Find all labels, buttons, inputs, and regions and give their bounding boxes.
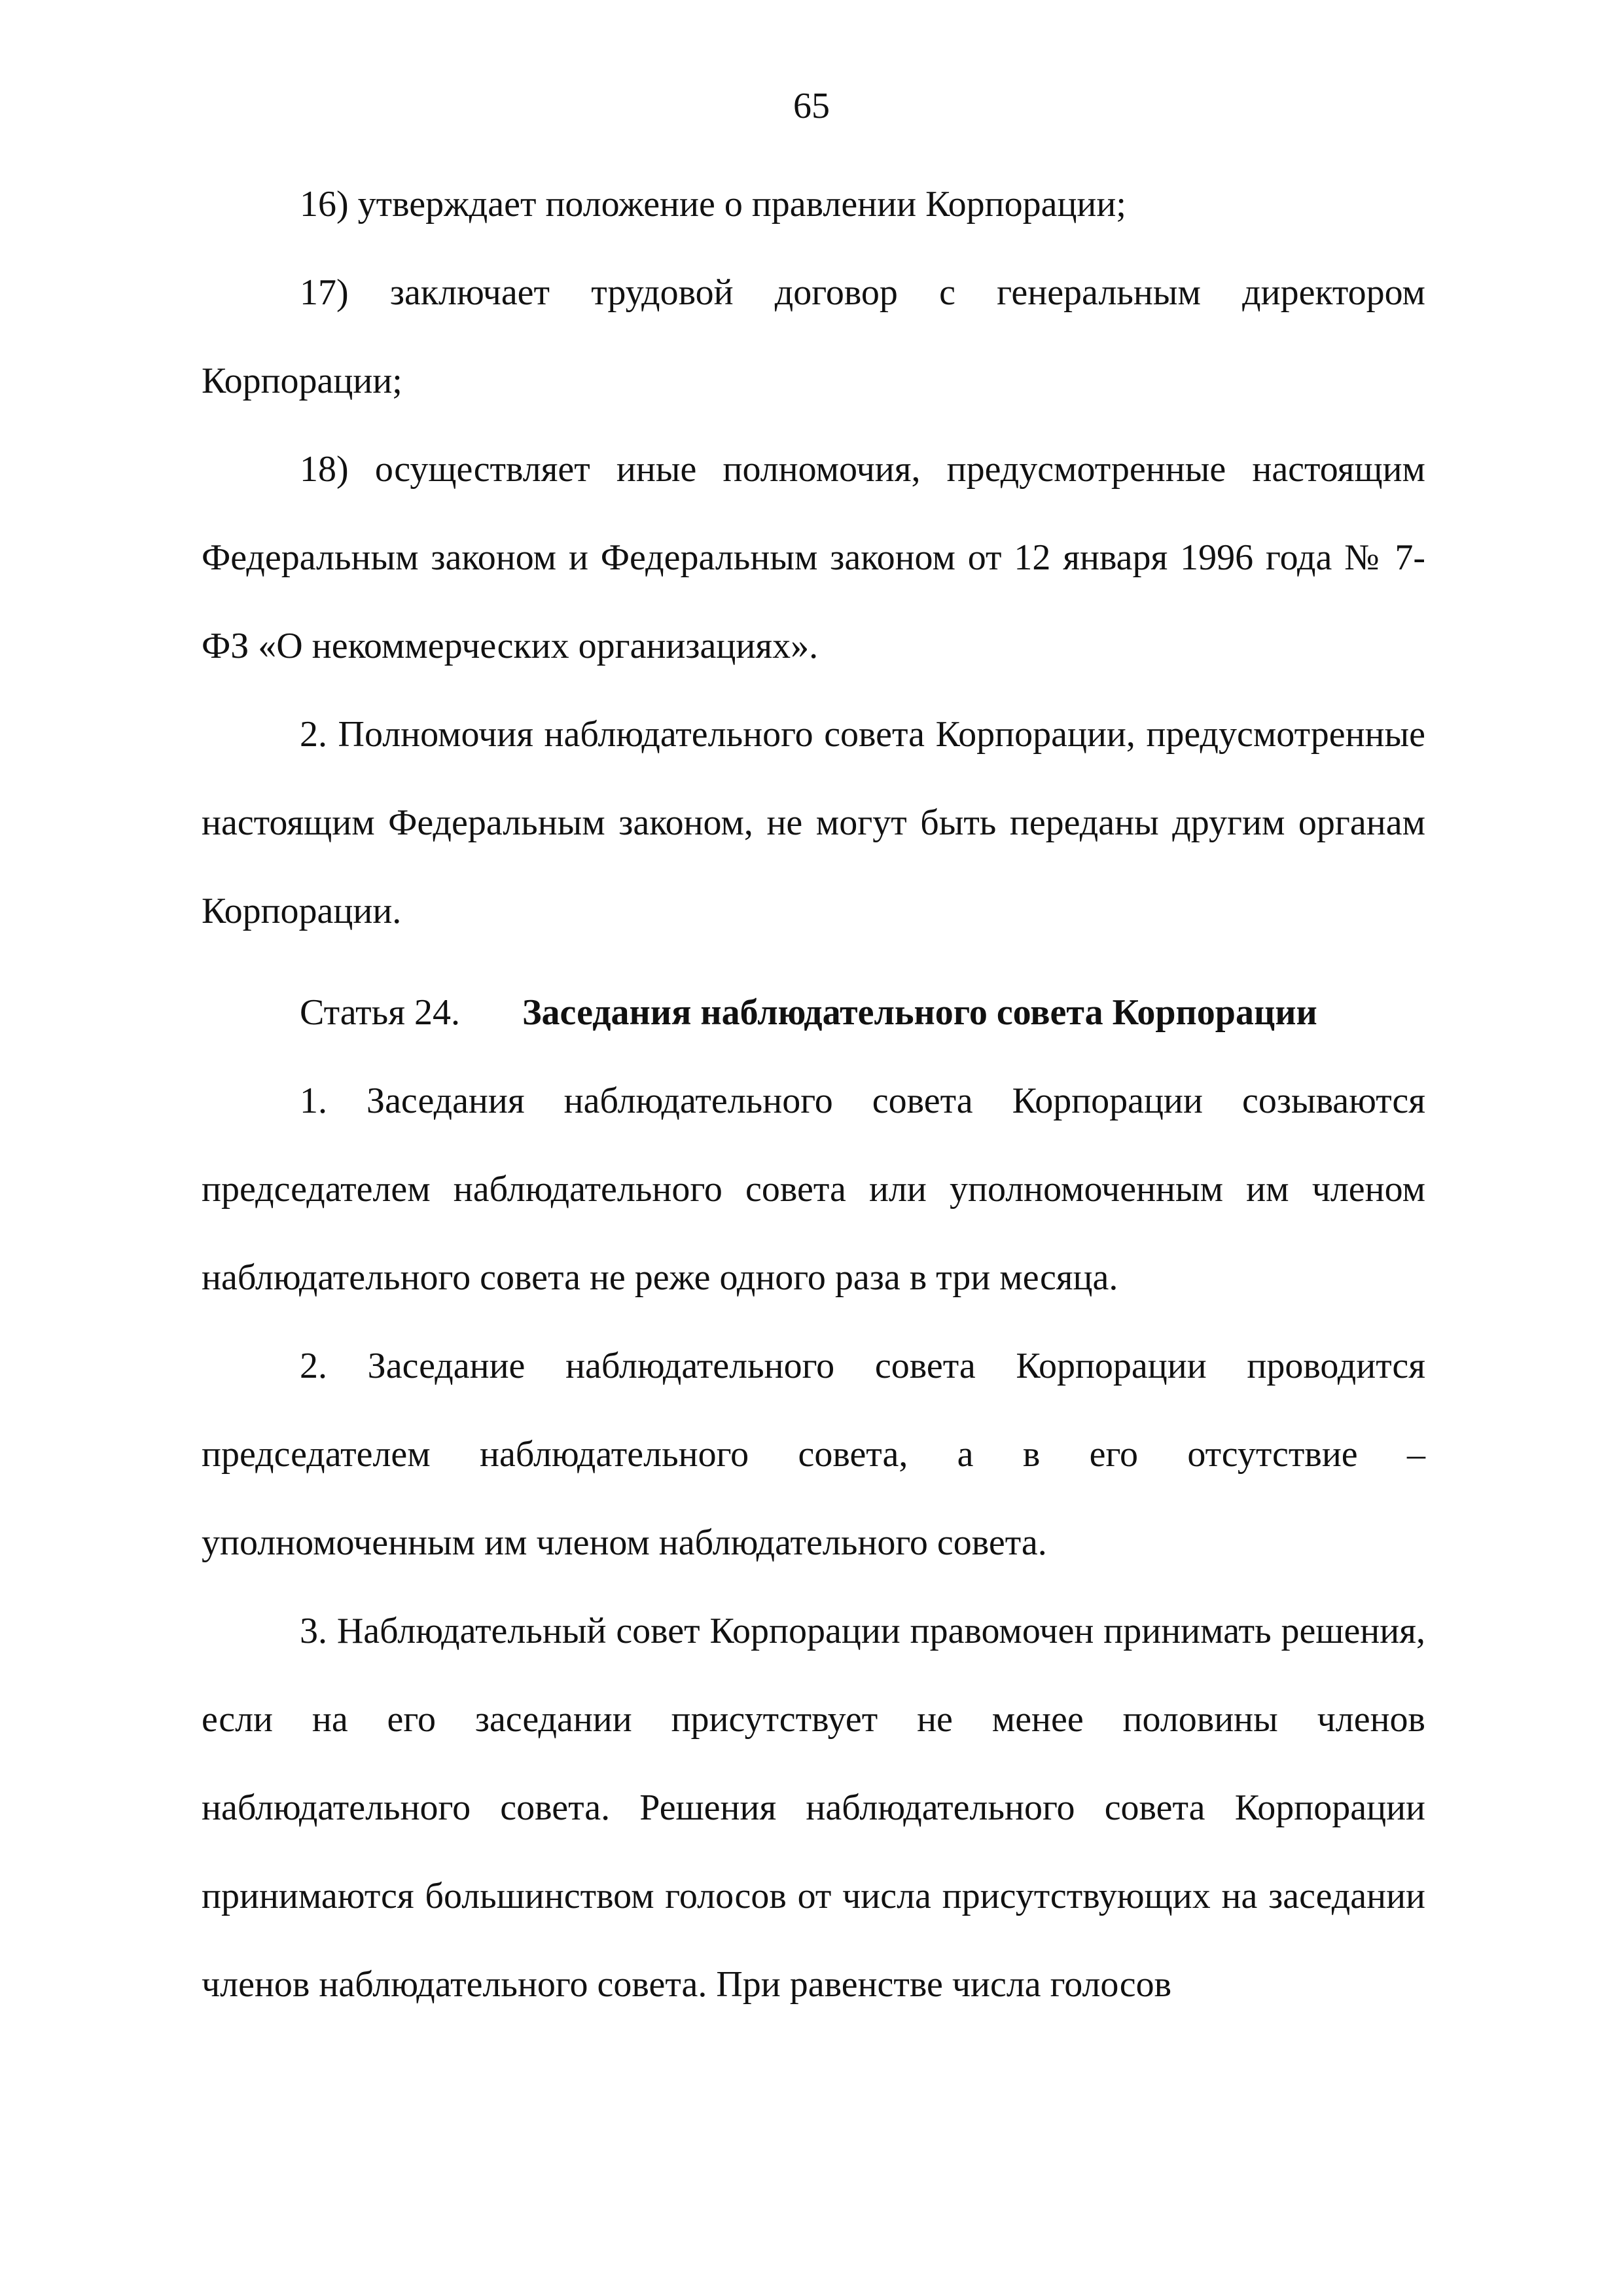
article-24 [202,969,1425,2029]
paragraph-item-18: 18) осуществляет иные полномочия, предусмотренные настоящим Федеральным законом и Федеральным законом от 12 января 1996 года № 7-ФЗ «О некоммерческих организациях». [202,449,1425,666]
page-number: 65 [793,86,830,126]
article-heading [202,969,1425,1057]
paragraph-item-16: 16) утверждает положение о правлении Корпорации; [300,184,1126,224]
paragraph-item-17: 17) заключает трудовой договор с генеральным директором Корпорации; [202,272,1425,401]
list-section [202,160,1425,956]
article-label: Статья 24. [300,992,460,1033]
article-paragraph-3: 3. Наблюдательный совет Корпорации правомочен принимать решения, если на его заседании присутствует не менее половины членов наблюдательного совета. Решения наблюдательного совета Корпорации принимаются большинством голосов от числа присутствующих на заседании членов наблюдательного совета. При равенстве числа голосов [202,1611,1425,2005]
paragraph-part-2: 2. Полномочия наблюдательного совета Корпорации, предусмотренные настоящим Федеральным законом, не могут быть переданы другим органам Корпорации. [202,714,1425,931]
article-paragraph-2: 2. Заседание наблюдательного совета Корпорации проводится председателем наблюдательного совета, а в его отсутствие – уполномоченным им членом наблюдательного совета. [202,1346,1425,1563]
article-title: Заседания наблюдательного совета Корпорации [522,992,1317,1033]
article-paragraph-1: 1. Заседания наблюдательного совета Корпорации созываются председателем наблюдательного совета или уполномоченным им членом наблюдательного совета не реже одного раза в три месяца. [202,1081,1425,1298]
